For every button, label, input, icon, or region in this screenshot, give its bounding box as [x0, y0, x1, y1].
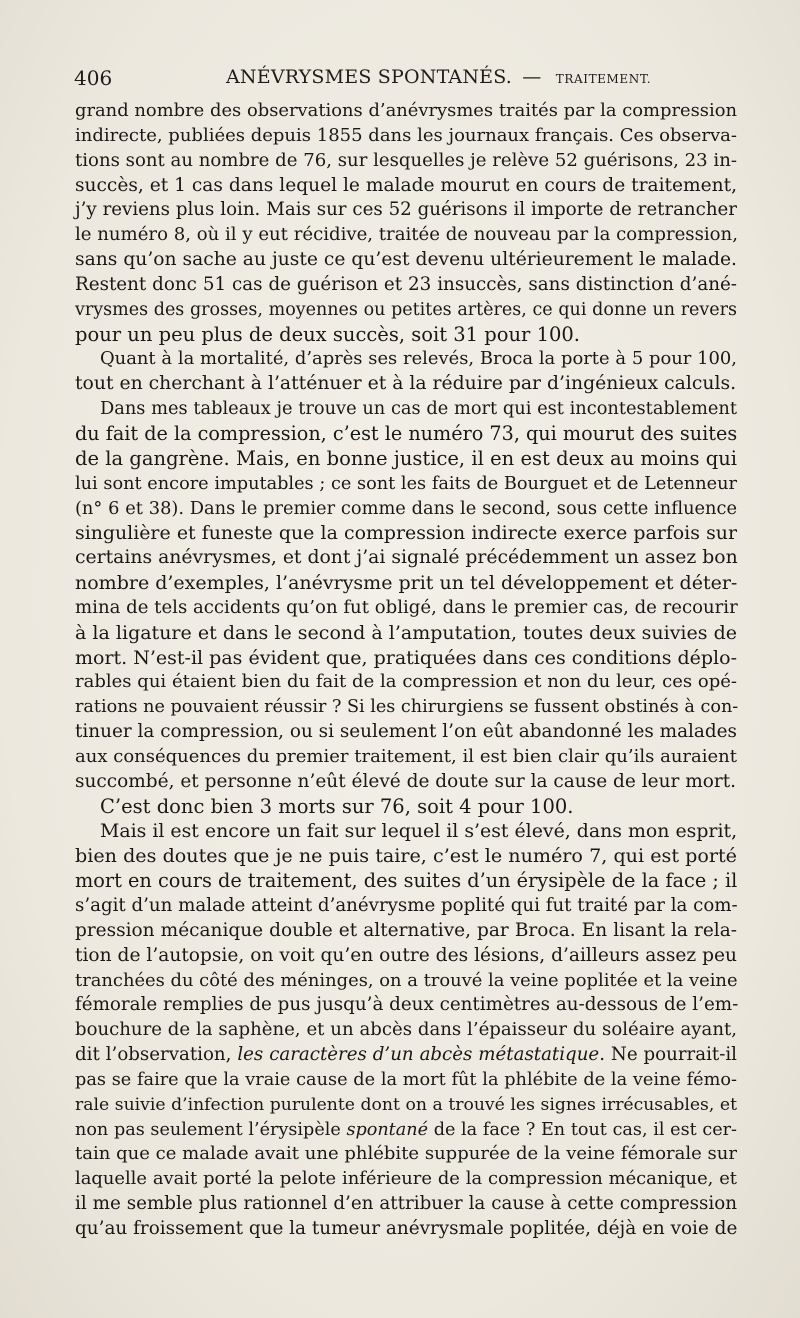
text-line: bien des doutes que je ne puis taire, c’est le numéro 7, qui est porté	[75, 844, 737, 868]
text-line: sans qu’on sache au juste ce qu’est devenu ultérieurement le malade.	[75, 249, 737, 271]
running-title	[226, 66, 651, 88]
text-line: vrysmes des grosses, moyennes ou petites artères, ce qui donne un revers	[75, 299, 737, 320]
text-segment: de la face ? En tout cas, il est cer-	[428, 1119, 737, 1140]
text-line: C’est donc bien 3 morts sur 76, soit 4 pour 100.	[100, 794, 574, 818]
text-line: Quant à la mortalité, d’après ses relevés, Broca la porte à 5 pour 100,	[100, 348, 737, 370]
text-line	[75, 1043, 737, 1068]
section-title: TRAITEMENT.	[555, 72, 652, 86]
text-segment: . Ne pourrait-il	[599, 1044, 737, 1066]
text-line: à la ligature et dans le second à l’amputation, toutes deux suivies de	[75, 621, 737, 644]
text-line: tinuer la compression, ou si seulement l’on eût abandonné les malades	[75, 721, 737, 743]
text-line: de la gangrène. Mais, en bonne justice, il en est deux au moins qui	[75, 446, 737, 470]
title-dash: —	[522, 66, 542, 88]
italic-phrase: les caractères d’un abcès métastatique	[237, 1044, 600, 1066]
chapter-title: ANÉVRYSMES SPONTANÉS.	[226, 66, 513, 88]
text-line: s’agit d’un malade atteint d’anévrysme poplité qui fut traité par la com-	[75, 895, 738, 916]
text-line: succombé, et personne n’eût élevé de doute sur la cause de leur mort.	[75, 770, 737, 792]
text-line: qu’au froissement que la tumeur anévrysmale poplitée, déjà en voie de	[75, 1217, 738, 1239]
text-line: tion de l’autopsie, on voit qu’en outre des lésions, d’ailleurs assez peu	[75, 944, 737, 966]
text-line: aux conséquences du premier traitement, il est bien clair qu’ils auraient	[75, 745, 737, 767]
text-line: du fait de la compression, c’est le numéro 73, qui mourut des suites	[75, 421, 738, 445]
text-line: rables qui étaient bien du fait de la compression et non du leur, ces opé-	[75, 671, 737, 693]
text-line: il me semble plus rationnel d’en attribuer la cause à cette compression	[75, 1193, 737, 1215]
text-line: Restent donc 51 cas de guérison et 23 insuccès, sans distinction d’ané-	[75, 273, 737, 295]
text-line: tions sont au nombre de 76, sur lesquelles je relève 52 guérisons, 23 in-	[75, 149, 737, 171]
text-line: Dans mes tableaux je trouve un cas de mort qui est incontestablement	[100, 398, 737, 420]
text-segment: dit l’observation,	[75, 1044, 238, 1066]
text-line: mina de tels accidents qu’on fut obligé, dans le premier cas, de recourir	[75, 596, 738, 618]
text-line: tout en cherchant à l’atténuer et à la réduire par d’ingénieux calculs.	[75, 373, 737, 395]
italic-phrase: spontané	[346, 1119, 428, 1140]
text-line: mort en cours de traitement, des suites d’un érysipèle de la face ; il	[75, 869, 738, 893]
text-line: pression mécanique double et alternative, par Broca. En lisant la rela-	[75, 919, 737, 941]
text-line: nombre d’exemples, l’anévrysme prit un tel développement et déter-	[75, 572, 738, 595]
text-line: (n° 6 et 38). Dans le premier comme dans le second, sous cette influence	[75, 497, 737, 519]
text-line: indirecte, publiées depuis 1855 dans les journaux français. Ces observa-	[75, 124, 737, 146]
text-line: fémorale remplies de pus jusqu’à deux centimètres au-dessous de l’em-	[75, 994, 739, 1016]
text-line: lui sont encore imputables ; ce sont les faits de Bourguet et de Letenneur	[75, 473, 737, 494]
text-line: laquelle avait porté la pelote inférieure de la compression mécanique, et	[75, 1168, 737, 1190]
text-line: bouchure de la saphène, et un abcès dans l’épaisseur du soléaire ayant,	[75, 1019, 737, 1041]
text-line: mort. N’est-il pas évident que, pratiquées dans ces conditions déplo-	[75, 646, 737, 669]
text-line: tranchées du côté des méninges, on a trouvé la veine poplitée et la veine	[75, 969, 738, 991]
text-line: succès, et 1 cas dans lequel le malade mourut en cours de traitement,	[75, 174, 737, 196]
body-text	[75, 99, 737, 1242]
running-header	[74, 66, 738, 94]
text-line: grand nombre des observations d’anévrysmes traités par la compression	[75, 100, 737, 121]
page-number: 406	[74, 66, 113, 90]
text-line: certains anévrysmes, et dont j’ai signalé précédemment un assez bon	[75, 547, 738, 569]
text-line: tain que ce malade avait une phlébite suppurée de la veine fémorale sur	[75, 1143, 737, 1165]
text-line: le numéro 8, où il y eut récidive, traitée de nouveau par la compression,	[75, 224, 738, 246]
text-line: rale suivie d’infection purulente dont on a trouvé les signes irrécusables, et	[75, 1094, 737, 1115]
text-segment: non pas seulement l’érysipèle	[75, 1119, 347, 1140]
text-line: rations ne pouvaient réussir ? Si les chirurgiens se fussent obstinés à con-	[75, 697, 739, 718]
text-line: pour un peu plus de deux succès, soit 31 pour 100.	[75, 322, 580, 346]
text-line	[75, 1118, 737, 1143]
text-line: Mais il est encore un fait sur lequel il s’est élevé, dans mon esprit,	[100, 820, 738, 843]
text-line: j’y reviens plus loin. Mais sur ces 52 guérisons il importe de retrancher	[75, 199, 737, 221]
text-line: singulière et funeste que la compression indirecte exerce parfois sur	[75, 522, 737, 545]
text-line: pas se faire que la vraie cause de la mort fût la phlébite de la veine fémo-	[75, 1069, 737, 1090]
